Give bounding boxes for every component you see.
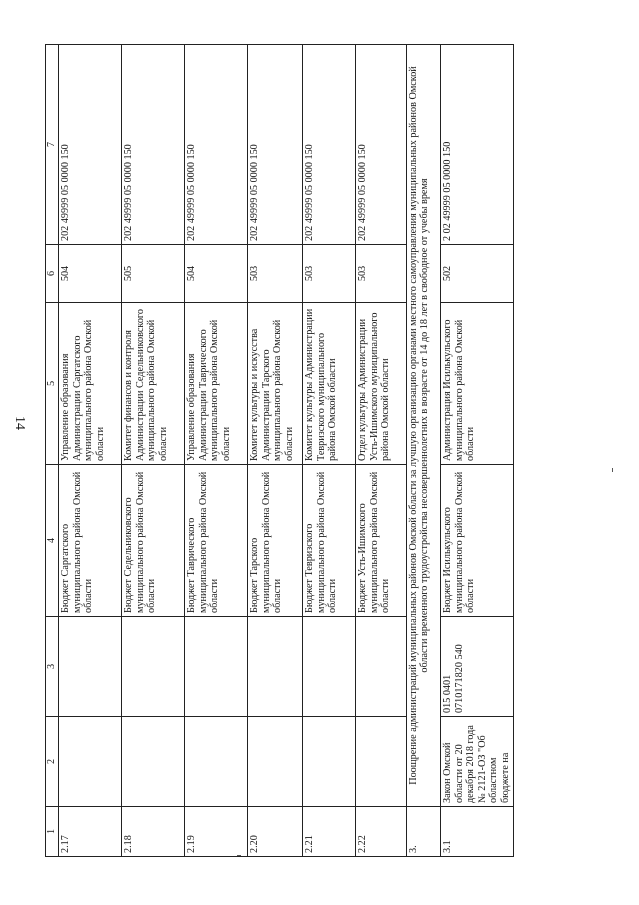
row-number: 2.17 <box>59 807 122 857</box>
law-cell <box>248 717 303 807</box>
budget-table <box>45 44 514 857</box>
budget-cell: Бюджет Усть-Ишимского муниципального района Омской области <box>356 465 407 617</box>
budget-cell: Бюджет Тевризского муниципального района Омской области <box>303 465 356 617</box>
budget-cell: Бюджет Седельниковского муниципального района Омской области <box>122 465 185 617</box>
budget-cell: Бюджет Таврического муниципального района Омской области <box>185 465 248 617</box>
law-cell <box>356 717 407 807</box>
kbk-cell: 202 49999 05 0000 150 <box>122 45 185 245</box>
header-cell: 2 <box>46 717 59 807</box>
budget-cell: Бюджет Саргатского муниципального района Омской области <box>59 465 122 617</box>
kbk-cell: 202 49999 05 0000 150 <box>185 45 248 245</box>
admin-cell: Управление образования Администрации Саргатского муниципального района Омской области <box>59 303 122 465</box>
law-cell: Закон Омской области от 20 декабря 2018 года № 2121-ОЗ "Об областном бюджете на <box>441 717 514 807</box>
admin-cell: Отдел культуры Администрации Усть-Ишимского муниципального района Омской области <box>356 303 407 465</box>
ved-code-cell: 505 <box>122 245 185 303</box>
admin-cell: Администрация Исилькульского муниципального района Омской области <box>441 303 514 465</box>
table-row <box>356 45 407 857</box>
table-row <box>59 45 122 857</box>
law-cell <box>59 717 122 807</box>
admin-cell: Комитет культуры Администрации Тевризского муниципального района Омской области <box>303 303 356 465</box>
row-number: 2.18 <box>122 807 185 857</box>
budget-cell: Бюджет Исилькульского муниципального района Омской области <box>441 465 514 617</box>
code-cell <box>303 617 356 717</box>
ved-code-cell: 504 <box>59 245 122 303</box>
law-cell <box>122 717 185 807</box>
page-number: 14 <box>12 416 27 430</box>
code-line: 015 0401 <box>442 674 453 713</box>
table-row <box>248 45 303 857</box>
table-row <box>185 45 248 857</box>
ved-code-cell: 503 <box>303 245 356 303</box>
kbk-cell: 202 49999 05 0000 150 <box>356 45 407 245</box>
law-cell <box>303 717 356 807</box>
stray-mark <box>612 468 613 472</box>
code-cell <box>185 617 248 717</box>
kbk-cell: 202 49999 05 0000 150 <box>248 45 303 245</box>
header-cell: 3 <box>46 617 59 717</box>
row-number: 2.22 <box>356 807 407 857</box>
ved-code-cell: 502 <box>441 245 514 303</box>
header-row <box>46 45 59 857</box>
section-number: 3. <box>407 807 441 857</box>
table-row <box>122 45 185 857</box>
kbk-cell: 2 02 49999 05 0000 150 <box>441 45 514 245</box>
code-cell <box>59 617 122 717</box>
row-number: 2.21 <box>303 807 356 857</box>
header-cell: 1 <box>46 807 59 857</box>
law-cell <box>185 717 248 807</box>
code-cell <box>441 617 514 717</box>
row-number: 2.19 <box>185 807 248 857</box>
row-number: 2.20 <box>248 807 303 857</box>
code-cell <box>248 617 303 717</box>
header-cell: 6 <box>46 245 59 303</box>
ved-code-cell: 504 <box>185 245 248 303</box>
code-cell <box>356 617 407 717</box>
section-row <box>407 45 441 857</box>
header-cell: 4 <box>46 465 59 617</box>
code-line: 0710171820 540 <box>453 644 465 713</box>
code-cell <box>122 617 185 717</box>
admin-cell: Управление образования Администрации Таврического муниципального района Омской области <box>185 303 248 465</box>
ved-code-cell: 503 <box>248 245 303 303</box>
budget-cell: Бюджет Тарского муниципального района Омской области <box>248 465 303 617</box>
header-cell: 5 <box>46 303 59 465</box>
kbk-cell: 202 49999 05 0000 150 <box>59 45 122 245</box>
admin-cell: Комитет финансов и контроля Администрации Седельниковского муниципального района Омской области <box>122 303 185 465</box>
admin-cell: Комитет культуры и искусства Администрации Тарского муниципального района Омской области <box>248 303 303 465</box>
rotated-table-wrapper <box>45 45 511 857</box>
header-cell: 7 <box>46 45 59 245</box>
table-row <box>441 45 514 857</box>
ved-code-cell: 503 <box>356 245 407 303</box>
row-number: 3.1 <box>441 807 514 857</box>
section-title: Поощрение администраций муниципальных районов Омской области за лучшую организацию органами местного самоуправления муниципальных районов Омской области временного трудоустройства несовершеннолетних в возрасте от 14 до 18 лет в свободное от учебы время <box>407 45 441 807</box>
kbk-cell: 202 49999 05 0000 150 <box>303 45 356 245</box>
table-row <box>303 45 356 857</box>
